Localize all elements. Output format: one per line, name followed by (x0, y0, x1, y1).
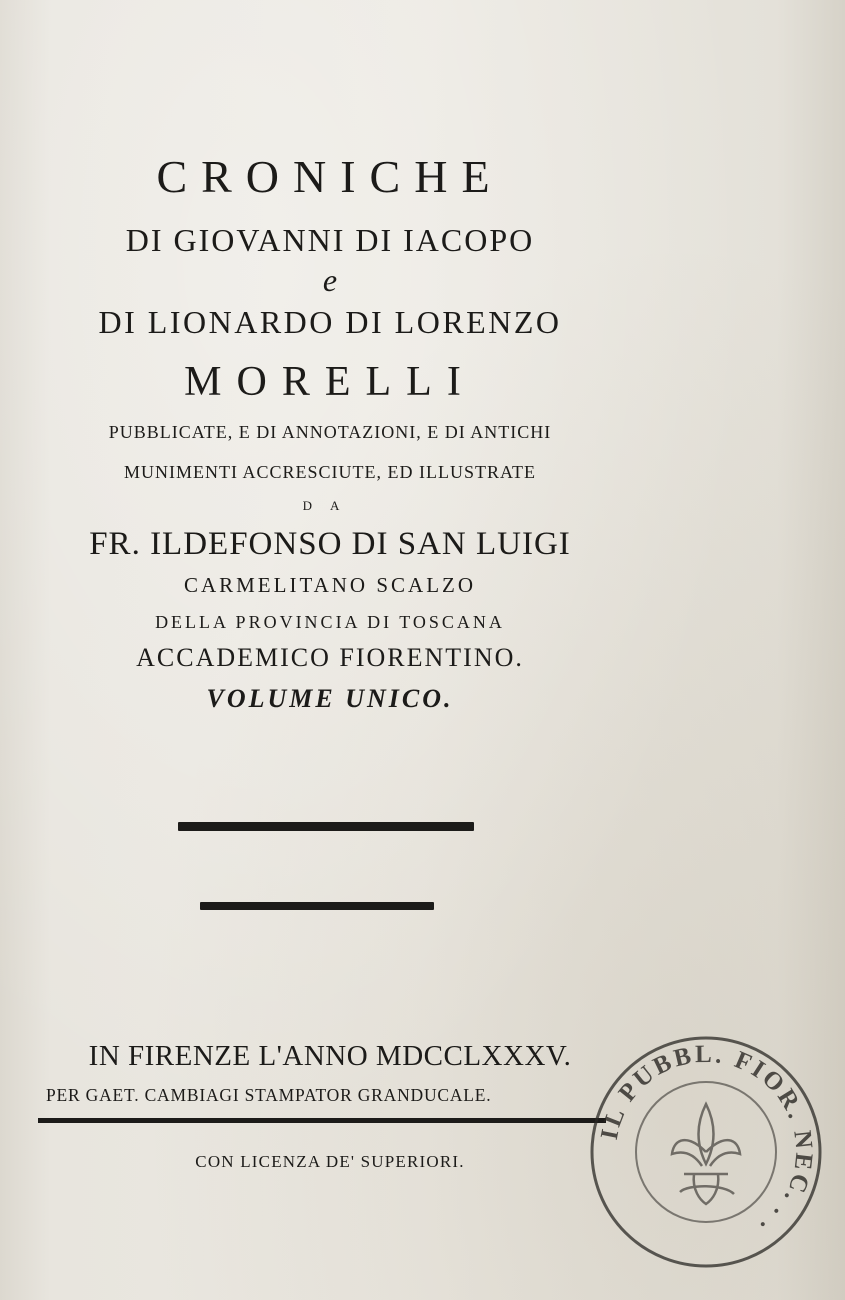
library-stamp (588, 1034, 824, 1270)
imprint-place-year: IN FIRENZE L'ANNO MDCCLXXXV. (88, 1040, 572, 1072)
ornamental-rule-top (178, 822, 474, 831)
editor-province: DELLA PROVINCIA DI TOSCANA (155, 612, 505, 632)
author-surname: MORELLI (184, 359, 476, 405)
stamp-legend: IL PUBBL. FIOR. NEC. . . (595, 1040, 818, 1244)
conjunction-e: e (322, 262, 338, 298)
imprint-printer: PER GAET. CAMBIAGI STAMPATOR GRANDUCALE. (46, 1085, 492, 1105)
imprint-rule (38, 1118, 606, 1123)
description-line-2: MUNIMENTI ACCRESCIUTE, ED ILLUSTRATE (124, 462, 536, 482)
book-title: CRONICHE (156, 151, 504, 202)
editor-order: CARMELITANO SCALZO (183, 573, 477, 597)
volume-label: VOLUME UNICO. (206, 684, 454, 713)
editor-academy: ACCADEMICO FIORENTINO. (136, 643, 524, 672)
ornamental-rule-bottom (200, 902, 434, 910)
editor-name: FR. ILDEFONSO DI SAN LUIGI (89, 526, 571, 562)
imprint-license: CON LICENZA DE' SUPERIORI. (195, 1152, 465, 1171)
author-line-lionardo: DI LIONARDO DI LORENZO (98, 304, 562, 340)
by-line: DA (302, 498, 358, 513)
description-line-1: PUBBLICATE, E DI ANNOTAZIONI, E DI ANTICHI (108, 422, 552, 442)
lily-emblem-icon (672, 1104, 740, 1204)
author-line-giovanni: DI GIOVANNI DI IACOPO (125, 222, 535, 258)
